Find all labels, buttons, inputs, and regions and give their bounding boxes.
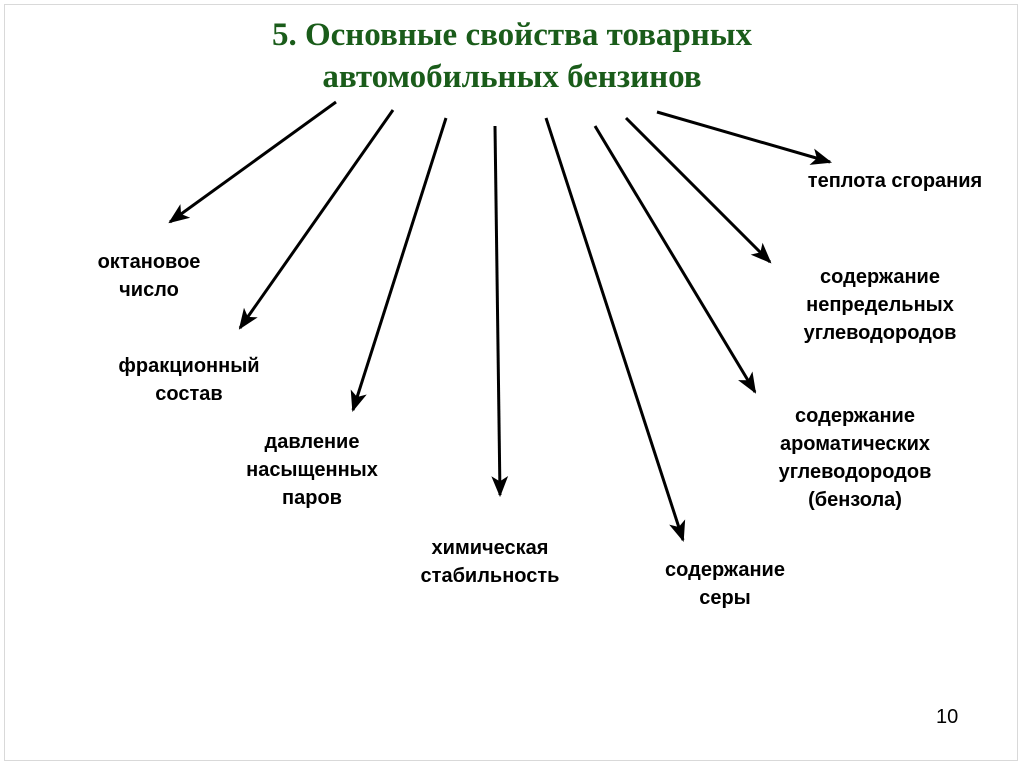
fraction-line-1: фракционный xyxy=(118,355,260,377)
aromatic-line-4: (бензола) xyxy=(808,489,902,511)
aromatic-line-2: ароматических xyxy=(779,433,931,455)
label-vapor-pressure xyxy=(212,428,412,512)
label-octane-number xyxy=(64,248,234,304)
stability-line-2: стабильность xyxy=(420,565,560,587)
arrow-fraction xyxy=(240,110,393,328)
label-chemical-stability xyxy=(385,534,595,590)
label-sulfur-content xyxy=(630,556,820,612)
label-aromatic-hydrocarbons xyxy=(740,402,970,514)
stability-line-1: химическая xyxy=(431,537,549,559)
arrow-heat xyxy=(657,112,830,162)
page-number: 10 xyxy=(936,706,959,728)
label-unsaturated-hydrocarbons xyxy=(765,263,995,347)
octane-line-1: октановое xyxy=(97,251,201,273)
unsaturated-line-2: непредельных xyxy=(806,294,954,316)
title-line-2: автомобильных бензинов xyxy=(322,59,702,95)
arrow-stability xyxy=(495,126,500,495)
vapor-line-1: давление xyxy=(264,431,360,453)
octane-line-2: число xyxy=(119,279,179,301)
label-heat-of-combustion xyxy=(780,167,1010,195)
arrow-octane xyxy=(170,102,336,222)
aromatic-line-1: содержание xyxy=(795,405,915,427)
fraction-line-2: состав xyxy=(155,383,223,405)
unsaturated-line-3: углеводородов xyxy=(803,322,957,344)
label-fractional-composition xyxy=(84,352,294,408)
sulfur-line-2: серы xyxy=(699,587,751,609)
vapor-line-3: паров xyxy=(282,487,342,509)
heat-line-1: теплота сгорания xyxy=(807,170,983,192)
aromatic-line-3: углеводородов xyxy=(778,461,932,483)
arrow-sulfur xyxy=(546,118,683,540)
unsaturated-line-1: содержание xyxy=(820,266,940,288)
title-line-1: 5. Основные свойства товарных xyxy=(271,17,753,53)
sulfur-line-1: содержание xyxy=(665,559,785,581)
arrow-vapor xyxy=(353,118,446,410)
vapor-line-2: насыщенных xyxy=(246,459,378,481)
